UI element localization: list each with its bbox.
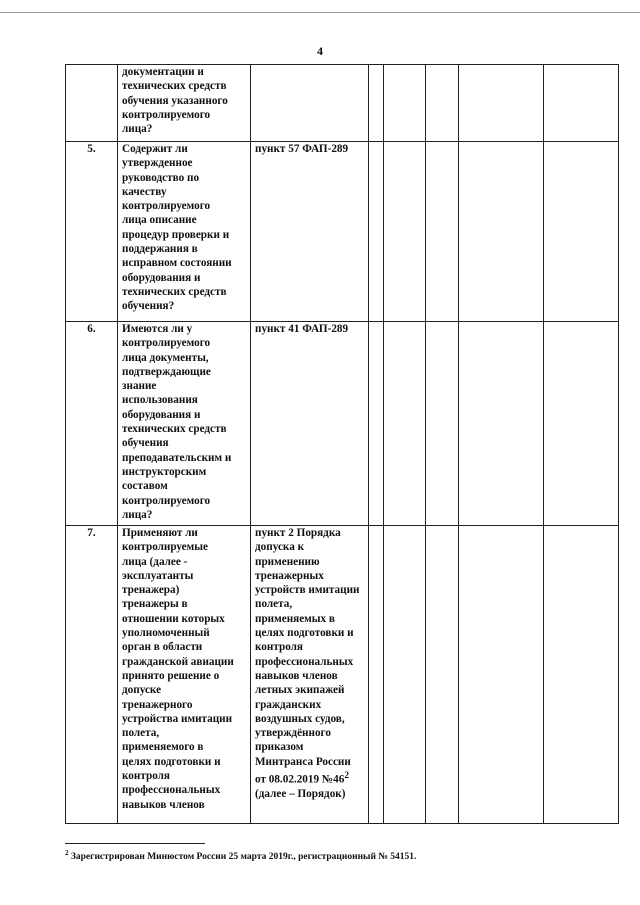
row-number [66,65,118,142]
reference-cell: пункт 41 ФАП-289 [251,322,369,526]
row-number: 5. [66,142,118,322]
empty-cell [544,322,619,526]
reference-text: пункт 2 Порядка допуска к применению тренажерных устройств имитации полета, применяемых в целях подготовки и контроля профессиональных навыков членов летных экипажей гражданских воздушных судов, утверждённого приказом Минтранса России от 08.02.2019 №46 [255,527,360,786]
reference-cell: пункт 57 ФАП-289 [251,142,369,322]
empty-cell [384,526,426,824]
question-cell: документации и технических средств обучения указанного контролируемого лица? [118,65,251,142]
table-row [66,322,619,526]
empty-cell [426,526,459,824]
table-row [66,142,619,322]
question-cell: Имеются ли у контролируемого лица документы, подтверждающие знание использования оборудования и технических средств обучения преподавательским и инструкторским составом контролируемого лица? [118,322,251,526]
empty-cell [544,526,619,824]
row-number: 6. [66,322,118,526]
empty-cell [459,65,544,142]
footnote-text: Зарегистрирован Минюстом России 25 марта 2019г., регистрационный № 54151. [68,852,417,863]
empty-cell [384,142,426,322]
empty-cell [384,322,426,526]
reference-cell [251,526,369,824]
table-row [66,526,619,824]
empty-cell [369,526,384,824]
empty-cell [544,65,619,142]
reference-cell [251,65,369,142]
empty-cell [369,322,384,526]
top-border-line [0,12,640,13]
empty-cell [384,65,426,142]
question-cell: Содержит ли утвержденное руководство по качеству контролируемого лица описание процедур проверки и поддержания в исправном состоянии оборудования и технических средств обучения? [118,142,251,322]
table-row [66,65,619,142]
empty-cell [426,142,459,322]
footnote [65,849,625,862]
empty-cell [544,142,619,322]
empty-cell [426,322,459,526]
empty-cell [459,142,544,322]
row-number: 7. [66,526,118,824]
empty-cell [459,526,544,824]
question-cell: Применяют ли контролируемые лица (далее - эксплуатанты тренажера) тренажеры в отношении которых уполномоченный орган в области гражданской авиации принято решение о допуске тренажерного устройства имитации полета, применяемого в целях подготовки и контроля профессиональных навыков членов [118,526,251,824]
empty-cell [426,65,459,142]
empty-cell [369,142,384,322]
footnote-ref-marker: 2 [344,771,349,782]
empty-cell [459,322,544,526]
reference-tail: (далее – Порядок) [255,788,346,801]
page-number: 4 [317,44,323,58]
footnote-separator [65,843,205,844]
footnote-marker: 2 [65,849,69,857]
empty-cell [369,65,384,142]
checklist-table [65,64,619,824]
